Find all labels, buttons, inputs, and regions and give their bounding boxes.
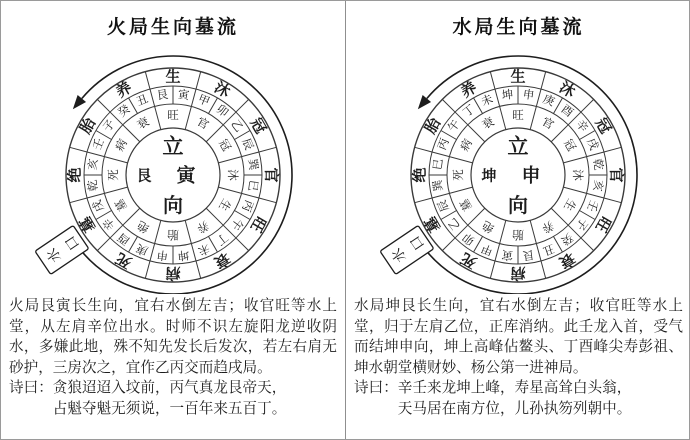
panel-water-bureau	[346, 1, 690, 439]
mountain-char: 卯	[213, 103, 230, 120]
inner-stage-char: 旺	[512, 110, 524, 122]
ring-divider	[551, 125, 568, 142]
outer-stage-char: 病	[165, 264, 181, 282]
ring-divider	[87, 193, 104, 198]
mountain-char: 未	[196, 241, 212, 257]
ring-divider	[432, 193, 449, 198]
ring-divider	[191, 244, 196, 261]
mountain-char: 丙	[239, 198, 255, 214]
outer-stage-char: 生	[165, 68, 181, 86]
ring-divider	[551, 208, 568, 225]
ring-divider	[97, 99, 110, 112]
center-char-left: 坤	[481, 167, 497, 185]
mountain-char: 申	[156, 247, 170, 262]
mountain-char: 艮	[521, 247, 535, 262]
mountain-char: 午	[228, 215, 245, 232]
fire-luopan-wheel-diagram	[1, 41, 346, 294]
poem-prefix: 诗曰：	[9, 380, 53, 396]
ring-divider	[196, 261, 201, 278]
ring-divider	[145, 261, 150, 278]
outer-stage-char: 官	[607, 167, 625, 183]
outer-stage-char: 病	[510, 264, 526, 282]
mountain-char: 巽	[431, 178, 446, 192]
mountain-char: 丁	[461, 103, 478, 120]
ring-divider	[449, 157, 472, 163]
ring-divider	[236, 99, 249, 112]
water-mouth-marker	[380, 225, 434, 274]
center-char-top: 立	[507, 135, 529, 159]
outer-stage-char: 旺	[591, 213, 614, 235]
inner-stage-char: 衰	[135, 115, 152, 132]
outer-stage-char: 死	[458, 248, 480, 271]
outer-stage-char: 墓	[422, 213, 445, 235]
ring-divider	[415, 147, 432, 152]
ring-divider	[581, 238, 594, 251]
mountain-char: 酉	[558, 103, 575, 120]
ring-divider	[123, 125, 140, 142]
mountain-char: 戌	[91, 198, 107, 214]
inner-stage-char: 衰	[480, 115, 497, 132]
inner-stage-char: 冠	[216, 137, 233, 154]
ring-divider	[185, 106, 191, 129]
water-luopan-wheel-diagram	[346, 41, 690, 294]
ring-divider	[468, 125, 485, 142]
ring-divider	[442, 99, 455, 112]
center-char-left: 艮	[136, 167, 152, 185]
ring-divider	[442, 238, 455, 251]
ring-divider	[155, 106, 161, 129]
outer-stage-char: 衰	[556, 248, 578, 271]
mountain-char: 子	[573, 215, 590, 232]
ring-divider	[541, 72, 546, 89]
water-mouth-label: 口	[61, 232, 83, 254]
ring-divider	[449, 187, 472, 193]
fire-description	[1, 294, 345, 419]
ring-divider	[500, 106, 506, 129]
outer-stage-char: 胎	[422, 115, 445, 137]
water-poem	[354, 378, 683, 419]
mountain-char: 丁	[213, 230, 230, 247]
mountain-char: 乙	[228, 118, 245, 135]
inner-stage-char: 病	[113, 137, 130, 154]
outer-stage-char: 冠	[591, 115, 614, 137]
ring-divider	[218, 187, 241, 193]
ring-divider	[604, 198, 621, 203]
mountain-char: 坤	[176, 247, 190, 262]
outer-stage-char: 胎	[77, 115, 100, 137]
mountain-char: 巽	[245, 158, 260, 172]
outer-stage-char: 绝	[66, 167, 84, 183]
ring-divider	[468, 208, 485, 225]
mountain-char: 丑	[541, 241, 557, 257]
poem-prefix: 诗曰：	[354, 380, 398, 396]
ring-divider	[490, 72, 495, 89]
ring-divider	[97, 238, 110, 251]
inner-stage-char: 生	[561, 196, 578, 213]
ring-divider	[415, 198, 432, 203]
water-panel-title: 水局生向墓流	[452, 17, 585, 38]
outer-stage-char: 养	[113, 79, 135, 102]
water-mouth-label: 水	[388, 245, 410, 266]
mountain-char: 辛	[573, 118, 590, 135]
mountain-char: 丑	[134, 93, 150, 109]
ring-divider	[104, 157, 127, 163]
inner-stage-char: 官	[539, 115, 556, 132]
inner-stage-char: 绝	[135, 218, 152, 235]
ring-divider	[500, 220, 506, 243]
outer-stage-char: 官	[262, 167, 280, 183]
panel-fire-bureau	[1, 1, 346, 439]
inner-stage-char: 墓	[458, 196, 475, 213]
ring-divider	[206, 208, 223, 225]
outer-stage-char: 墓	[77, 213, 100, 235]
mountain-char: 申	[521, 88, 535, 103]
inner-stage-char: 沐	[226, 169, 238, 181]
mountain-char: 辰	[239, 136, 255, 152]
ring-divider	[185, 220, 191, 243]
ring-divider	[563, 187, 586, 193]
center-char-top: 立	[162, 135, 184, 159]
mountain-char: 癸	[558, 230, 575, 247]
center-char-right: 寅	[176, 165, 196, 187]
mountain-char: 壬	[91, 136, 107, 152]
ring-divider	[259, 198, 276, 203]
ring-divider	[530, 220, 536, 243]
mountain-char: 乙	[446, 215, 463, 232]
ring-divider	[536, 244, 541, 261]
inner-stage-char: 胎	[512, 228, 524, 240]
mountain-char: 卯	[461, 230, 478, 247]
outer-stage-char: 养	[458, 79, 480, 102]
mountain-char: 壬	[584, 198, 600, 214]
mountain-char: 辛	[101, 215, 118, 232]
poem-line-2: 天马居在南方位，儿孙执笏列朝中。	[397, 400, 632, 417]
mountain-char: 甲	[196, 93, 212, 109]
ring-divider	[236, 238, 249, 251]
poem-line-1: 贪狼迢迢入坟前，丙气真龙艮帝天，	[52, 380, 287, 396]
outer-stage-char: 绝	[411, 167, 429, 183]
ring-divider	[563, 157, 586, 163]
mountain-char: 亥	[590, 178, 605, 192]
ring-divider	[155, 220, 161, 243]
inner-stage-char: 死	[108, 169, 120, 181]
outer-stage-char: 生	[510, 68, 526, 86]
inner-stage-char: 生	[216, 196, 233, 213]
inner-stage-char: 养	[539, 218, 556, 235]
ring-divider	[196, 72, 201, 89]
ring-divider	[70, 198, 87, 203]
mountain-char: 戌	[584, 136, 600, 152]
ring-divider	[581, 99, 594, 112]
mountain-char: 乾	[86, 178, 101, 192]
mountain-char: 丙	[436, 136, 452, 152]
center-char-right: 申	[521, 165, 541, 187]
mountain-char: 酉	[116, 230, 133, 247]
ring-divider	[218, 157, 241, 163]
mountain-char: 庚	[541, 93, 557, 109]
ring-divider	[490, 261, 495, 278]
inner-stage-char: 墓	[113, 196, 130, 213]
ring-divider	[587, 152, 604, 157]
outer-stage-char: 旺	[246, 213, 269, 235]
outer-stage-char: 死	[113, 248, 135, 271]
inner-stage-char: 胎	[167, 228, 179, 240]
outer-stage-char: 冠	[246, 115, 269, 137]
inner-stage-char: 死	[453, 169, 465, 181]
ring-divider	[145, 72, 150, 89]
water-paragraph: 水局坤艮长生向，宜右水倒左吉；收官旺等水上堂，归于左肩乙位，正库消纳。此壬龙入首，受气而结坤申向，坤上高峰佔鳌头、丁酉峰尖寿彭祖、坤水朝堂横财妙、杨公第一进神局。	[354, 298, 683, 376]
inner-stage-char: 旺	[167, 110, 179, 122]
water-mouth-marker	[35, 225, 89, 274]
mountain-char: 巳	[431, 158, 446, 172]
mountain-char: 亥	[86, 158, 101, 172]
center-char-bottom: 向	[163, 195, 183, 217]
water-mouth-label: 口	[406, 232, 428, 254]
ring-divider	[604, 147, 621, 152]
mountain-char: 坤	[501, 88, 515, 103]
mountain-char: 子	[101, 118, 118, 135]
inner-stage-char: 绝	[480, 218, 497, 235]
poem-line-2: 占魁夺魁无须说，一百年来五百丁。	[52, 400, 287, 417]
inner-stage-char: 冠	[561, 137, 578, 154]
fire-paragraph: 火局艮寅长生向，宜右水倒左吉；收官旺等水上堂，从左肩辛位出水。时师不识左旋阳龙逆收阴水，多嫌此地，殊不知先发长后发次，若左右肩无砂护，三房次之，宜作乙丙交而趋戌局。	[9, 298, 337, 376]
fire-panel-title: 火局生向墓流	[106, 17, 239, 38]
poem-line-1: 辛壬来龙坤上峰，寿星高耸白头翁，	[397, 380, 632, 396]
mountain-char: 巳	[245, 178, 260, 192]
mountain-char: 庚	[134, 241, 150, 257]
ring-divider	[150, 89, 155, 106]
inner-stage-char: 病	[458, 137, 475, 154]
mountain-char: 辰	[436, 198, 452, 214]
inner-stage-char: 养	[194, 218, 211, 235]
water-mouth-label: 水	[43, 245, 65, 266]
mountain-char: 午	[446, 118, 463, 135]
ring-divider	[206, 125, 223, 142]
mountain-char: 乾	[590, 158, 605, 172]
mountain-char: 癸	[116, 103, 133, 120]
mountain-char: 未	[479, 93, 495, 109]
ring-divider	[123, 208, 140, 225]
ring-divider	[495, 89, 500, 106]
ring-divider	[70, 147, 87, 152]
mountain-char: 寅	[176, 88, 190, 103]
center-char-bottom: 向	[508, 195, 528, 217]
outer-stage-char: 沐	[556, 79, 578, 102]
inner-stage-char: 沐	[571, 169, 583, 181]
outer-stage-char: 衰	[211, 248, 233, 271]
ring-divider	[541, 261, 546, 278]
ring-divider	[104, 187, 127, 193]
mountain-char: 寅	[501, 247, 515, 262]
ring-divider	[530, 106, 536, 129]
mountain-char: 甲	[479, 241, 495, 257]
mountain-char: 艮	[156, 88, 170, 103]
outer-stage-char: 沐	[211, 79, 233, 102]
water-description	[346, 294, 690, 419]
fire-poem	[9, 378, 337, 419]
inner-stage-char: 官	[194, 115, 211, 132]
ring-divider	[259, 147, 276, 152]
ring-divider	[242, 152, 259, 157]
